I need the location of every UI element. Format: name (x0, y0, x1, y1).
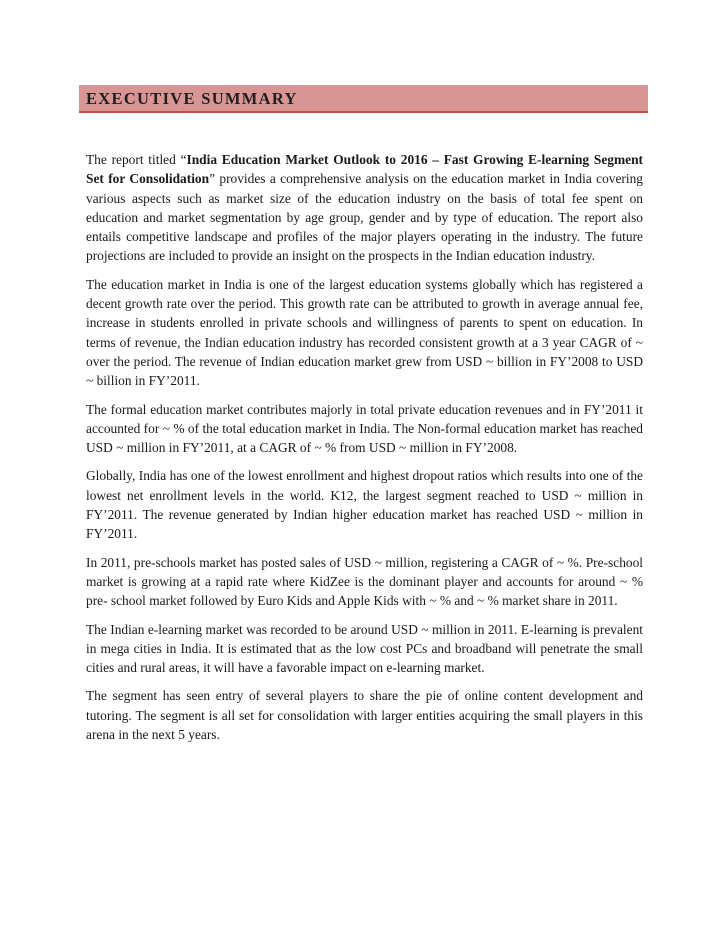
paragraph-intro (86, 150, 643, 266)
section-title: EXECUTIVE SUMMARY (86, 89, 298, 108)
section-header-bar (79, 85, 648, 113)
intro-rest: ” provides a comprehensive analysis on the education market in India covering various aspects such as market size of the education industry on the basis of total fee spent on education and market segmentation by age group, gender and by type of education. The report also entails competitive landscape and profiles of the major players operating in the industry. The future projections are included to provide an insight on the prospects in the Indian education industry. (86, 171, 644, 264)
paragraph-consolidation: The segment has seen entry of several players to share the pie of online content development and tutoring. The segment is all set for consolidation with larger entities acquiring the small players in this arena in the next 5 years. (86, 688, 643, 743)
paragraph-e-learning: The Indian e-learning market was recorded to be around USD ~ million in 2011. E-learning is prevalent in mega cities in India. It is estimated that as the low cost PCs and broadband will penetrate the small cities and rural areas, it will have a favorable impact on e-learning market. (86, 621, 643, 676)
paragraph-market-overview: The education market in India is one of the largest education systems globally which has registered a decent growth rate over the period. This growth rate can be attributed to growth in average annual fee, increase in students enrolled in private schools and willingness of parents to spent on education. In terms of revenue, the Indian education industry has recorded consistent growth at a 3 year CAGR of ~ over the period. The revenue of Indian education market grew from USD ~ billion in FY’2008 to USD ~ billion in FY’2011. (86, 276, 643, 389)
report-title: India Education Market Outlook to 2016 – Fast Growing E-learning Segment Set for Consolidation (86, 152, 643, 187)
paragraph-enrollment: Globally, India has one of the lowest enrollment and highest dropout ratios which results into one of the lowest net enrollment levels in the world. K12, the largest segment reached to USD ~ million in FY’2011. The revenue generated by Indian higher education market has reached USD ~ million in FY’2011. (86, 468, 643, 542)
paragraph-pre-schools: In 2011, pre-schools market has posted sales of USD ~ million, registering a CAGR of ~ %. Pre-school market is growing at a rapid rate where KidZee is the dominant player and accounts for around ~ % pre- school market followed by Euro Kids and Apple Kids with ~ % and ~ % market share in 2011. (86, 554, 643, 609)
body-text (86, 150, 643, 753)
paragraph-formal-education: The formal education market contributes majorly in total private education revenues and in FY’2011 it accounted for ~ % of the total education market in India. The Non-formal education market has reached USD ~ million in FY’2011, at a CAGR of ~ % from USD ~ million in FY’2008. (86, 401, 643, 456)
intro-text: The report titled “ (86, 152, 187, 167)
